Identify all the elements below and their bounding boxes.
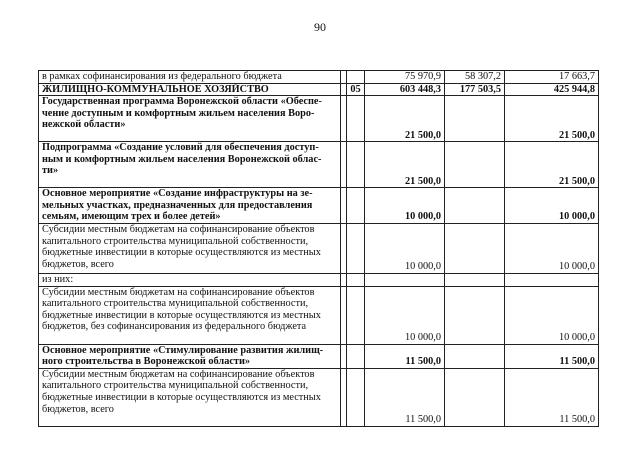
- table-row: [39, 286, 599, 344]
- row-section-code: [347, 286, 365, 344]
- row-value-federal: [445, 344, 505, 368]
- row-description: из них:: [39, 273, 341, 286]
- row-value-regional: 21 500,0: [505, 96, 599, 142]
- row-value-federal: [445, 142, 505, 188]
- row-value-total: 10 000,0: [365, 286, 445, 344]
- row-description: в рамках софинансирования из федерального бюджета: [39, 71, 341, 84]
- budget-table: [38, 70, 599, 427]
- row-value-total: 603 448,3: [365, 83, 445, 96]
- row-value-total: [365, 273, 445, 286]
- table-row: [39, 142, 599, 188]
- row-section-code: [347, 188, 365, 224]
- table-row: [39, 96, 599, 142]
- row-description: Субсидии местным бюджетам на софинансирование объектов капитального строительства муниципальной собственности, бюджетные инвестиции в которые осуществляются из местных бюджетов, всего: [39, 223, 341, 273]
- row-value-federal: [445, 273, 505, 286]
- table-row: [39, 368, 599, 426]
- table-row: [39, 344, 599, 368]
- row-value-regional: [505, 273, 599, 286]
- page-number: 90: [314, 20, 326, 34]
- row-value-total: 21 500,0: [365, 96, 445, 142]
- row-value-regional: 17 663,7: [505, 71, 599, 84]
- row-value-regional: 10 000,0: [505, 188, 599, 224]
- row-value-regional: 10 000,0: [505, 223, 599, 273]
- row-description: Подпрограмма «Создание условий для обеспечения доступ-ным и комфортным жильем населения Воронежской облас-ти»: [39, 142, 341, 188]
- row-section-code: [347, 368, 365, 426]
- row-value-federal: [445, 188, 505, 224]
- row-value-federal: [445, 223, 505, 273]
- row-value-federal: [445, 286, 505, 344]
- row-section-code: [347, 96, 365, 142]
- row-value-total: 11 500,0: [365, 368, 445, 426]
- row-description: Государственная программа Воронежской области «Обеспе-чение доступным и комфортным жильем населения Воро-нежской области»: [39, 96, 341, 142]
- row-value-total: 75 970,9: [365, 71, 445, 84]
- row-description: Основное мероприятие «Стимулирование развития жилищ-ного строительства в Воронежской области»: [39, 344, 341, 368]
- table-row: [39, 223, 599, 273]
- row-section-code: 05: [347, 83, 365, 96]
- row-section-code: [347, 344, 365, 368]
- row-value-regional: 11 500,0: [505, 368, 599, 426]
- row-description: Субсидии местным бюджетам на софинансирование объектов капитального строительства муниципальной собственности, бюджетные инвестиции в которые осуществляются из местных бюджетов, без софинансирования из федерального бюджета: [39, 286, 341, 344]
- row-value-federal: 58 307,2: [445, 71, 505, 84]
- table-row: [39, 188, 599, 224]
- row-value-regional: 425 944,8: [505, 83, 599, 96]
- row-section-code: [347, 223, 365, 273]
- table-row: [39, 71, 599, 84]
- row-section-code: [347, 71, 365, 84]
- table-row: [39, 83, 599, 96]
- row-description: Основное мероприятие «Создание инфраструктуры на зе-мельных участках, предназначенных для предоставления семьям, имеющим трех и более детей»: [39, 188, 341, 224]
- table-row: [39, 273, 599, 286]
- row-value-total: 10 000,0: [365, 223, 445, 273]
- row-value-total: 10 000,0: [365, 188, 445, 224]
- row-section-code: [347, 142, 365, 188]
- row-value-federal: 177 503,5: [445, 83, 505, 96]
- row-description: ЖИЛИЩНО-КОММУНАЛЬНОЕ ХОЗЯЙСТВО: [39, 83, 341, 96]
- row-value-federal: [445, 96, 505, 142]
- row-value-total: 11 500,0: [365, 344, 445, 368]
- row-value-regional: 21 500,0: [505, 142, 599, 188]
- row-value-federal: [445, 368, 505, 426]
- row-value-regional: 10 000,0: [505, 286, 599, 344]
- row-value-regional: 11 500,0: [505, 344, 599, 368]
- row-value-total: 21 500,0: [365, 142, 445, 188]
- row-description: Субсидии местным бюджетам на софинансирование объектов капитального строительства муниципальной собственности, бюджетные инвестиции в которые осуществляются из местных бюджетов, всего: [39, 368, 341, 426]
- row-section-code: [347, 273, 365, 286]
